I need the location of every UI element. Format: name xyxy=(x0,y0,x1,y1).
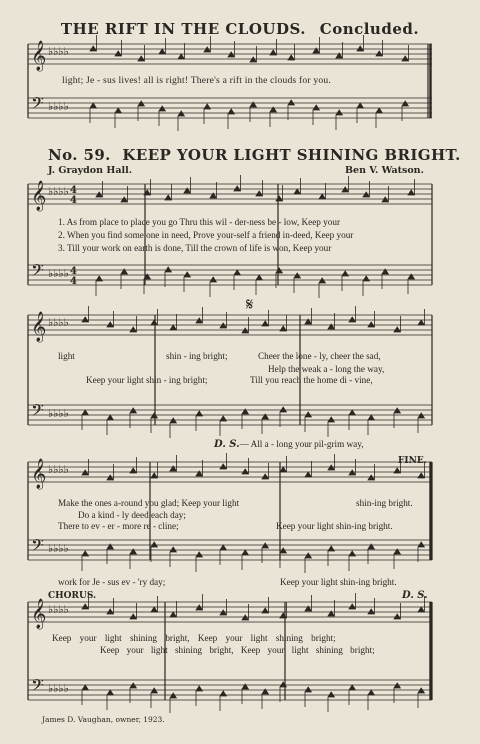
lyric-home-divine: Till you reach the home di - vine, xyxy=(250,375,373,385)
lyric-cheer-lonely: Cheer the lone - ly, cheer the sad, xyxy=(258,351,381,361)
note-head xyxy=(342,271,348,276)
note-head xyxy=(357,46,363,51)
note-head xyxy=(90,46,96,51)
note-head xyxy=(196,552,202,557)
note-head xyxy=(349,685,355,690)
copyright-footer: James D. Vaughan, owner, 1923. xyxy=(42,715,165,724)
svg-text:4: 4 xyxy=(70,266,77,277)
note-head xyxy=(342,187,348,192)
lyricist: J. Graydon Hall. xyxy=(48,165,133,176)
note-head xyxy=(151,688,157,693)
verse-1-line: 1. As from place to place you go Thru this wil - der-ness be - low, Keep your xyxy=(58,217,341,227)
note-head xyxy=(184,272,190,277)
note-head xyxy=(305,553,311,558)
note-head xyxy=(228,52,234,57)
note-head xyxy=(130,468,136,473)
note-head xyxy=(418,688,424,693)
note-head xyxy=(368,475,374,480)
note-head xyxy=(305,687,311,692)
note-head xyxy=(121,197,127,202)
note-head xyxy=(328,465,334,470)
svg-text:♭♭♭♭: ♭♭♭♭ xyxy=(48,185,69,198)
note-head xyxy=(294,189,300,194)
song-number: No. 59. xyxy=(48,146,111,164)
note-head xyxy=(382,197,388,202)
note-head xyxy=(82,685,88,690)
note-head xyxy=(280,548,286,553)
note-head xyxy=(204,47,210,52)
note-head xyxy=(220,416,226,421)
svg-text:𝄢: 𝄢 xyxy=(31,675,44,699)
svg-text:♭♭♭♭: ♭♭♭♭ xyxy=(48,463,69,476)
fine-marker: FINE. xyxy=(398,456,427,466)
note-head xyxy=(151,320,157,325)
note-head xyxy=(242,550,248,555)
note-head xyxy=(170,612,176,617)
note-head xyxy=(418,607,424,612)
note-head xyxy=(408,190,414,195)
lyric-evermore: There to ev - er - more re - cline; xyxy=(58,521,179,531)
svg-text:♭♭♭♭: ♭♭♭♭ xyxy=(48,100,69,113)
chorus-line-2: Keep your light shining bright, Keep your light shining bright; xyxy=(100,645,375,655)
note-head xyxy=(394,614,400,619)
note-head xyxy=(394,683,400,688)
note-head xyxy=(313,105,319,110)
svg-text:𝄞: 𝄞 xyxy=(31,181,47,211)
note-head xyxy=(90,103,96,108)
segno-sign: 𝄋 xyxy=(246,295,254,315)
verse-3-line: 3. Till your work on earth is done, Till the crown of life is won, Keep your xyxy=(58,243,332,253)
note-head xyxy=(196,686,202,691)
note-head xyxy=(349,410,355,415)
note-head xyxy=(107,475,113,480)
note-head xyxy=(363,276,369,281)
note-head xyxy=(204,104,210,109)
svg-text:♭♭♭♭: ♭♭♭♭ xyxy=(48,267,69,280)
chorus-line-1: Keep your light shining bright, Keep your light shining bright; xyxy=(52,633,336,643)
note-head xyxy=(280,407,286,412)
note-head xyxy=(159,106,165,111)
svg-text:♭♭♭♭: ♭♭♭♭ xyxy=(48,407,69,420)
svg-text:4: 4 xyxy=(70,185,77,196)
note-head xyxy=(234,186,240,191)
note-head xyxy=(418,473,424,478)
note-head xyxy=(151,473,157,478)
note-head xyxy=(196,318,202,323)
note-head xyxy=(107,690,113,695)
note-head xyxy=(242,328,248,333)
note-head xyxy=(220,691,226,696)
note-head xyxy=(138,101,144,106)
svg-text:4: 4 xyxy=(70,276,77,287)
note-head xyxy=(165,267,171,272)
svg-text:♭♭♭♭: ♭♭♭♭ xyxy=(48,682,69,695)
note-head xyxy=(228,109,234,114)
note-head xyxy=(418,413,424,418)
note-head xyxy=(368,322,374,327)
note-head xyxy=(394,327,400,332)
note-head xyxy=(305,412,311,417)
composer: Ben V. Watson. xyxy=(345,165,424,176)
note-head xyxy=(170,693,176,698)
note-head xyxy=(376,108,382,113)
note-head xyxy=(328,692,334,697)
note-head xyxy=(242,615,248,620)
svg-text:𝄢: 𝄢 xyxy=(31,400,44,424)
note-head xyxy=(107,415,113,420)
note-head xyxy=(115,51,121,56)
note-head xyxy=(82,410,88,415)
note-head xyxy=(151,413,157,418)
note-head xyxy=(349,317,355,322)
lyric-keep-light: Keep your light shin - ing bright; xyxy=(86,375,208,385)
note-head xyxy=(276,268,282,273)
note-head xyxy=(368,415,374,420)
ds-lyric: — All a - long your pil-grim way, xyxy=(239,439,364,449)
note-head xyxy=(262,321,268,326)
svg-text:♭♭♭♭: ♭♭♭♭ xyxy=(48,603,69,616)
note-head xyxy=(349,470,355,475)
note-head xyxy=(349,604,355,609)
svg-text:𝄢: 𝄢 xyxy=(31,260,44,284)
note-head xyxy=(82,317,88,322)
note-head xyxy=(328,546,334,551)
note-head xyxy=(159,49,165,54)
note-head xyxy=(280,326,286,331)
note-head xyxy=(130,408,136,413)
note-head xyxy=(220,545,226,550)
svg-text:𝄞: 𝄞 xyxy=(31,459,47,489)
note-head xyxy=(196,411,202,416)
lyric-shining-bright-2: shin-ing bright. xyxy=(356,498,413,508)
lyric-help-weak: Help the weak a - long the way, xyxy=(268,364,385,374)
note-head xyxy=(256,191,262,196)
svg-text:♭♭♭♭: ♭♭♭♭ xyxy=(48,542,69,555)
lyric-shining-bright: shin - ing bright; xyxy=(166,351,228,361)
chorus-label: CHORUS. xyxy=(48,591,97,601)
note-head xyxy=(418,542,424,547)
note-head xyxy=(220,464,226,469)
note-head xyxy=(210,277,216,282)
note-head xyxy=(82,551,88,556)
svg-text:♭♭♭♭: ♭♭♭♭ xyxy=(48,45,69,58)
song2-title: KEEP YOUR LIGHT SHINING BRIGHT. xyxy=(122,146,461,164)
svg-text:𝄞: 𝄞 xyxy=(31,41,47,71)
note-head xyxy=(328,417,334,422)
lyric-keep-light-4: Keep your light shin-ing bright. xyxy=(280,577,397,587)
note-head xyxy=(262,608,268,613)
note-head xyxy=(402,101,408,106)
note-head xyxy=(220,610,226,615)
note-head xyxy=(96,192,102,197)
lyric-kindly-deed: Do a kind - ly deed each day; xyxy=(78,510,186,520)
svg-text:𝄢: 𝄢 xyxy=(31,535,44,559)
song1-lyric: light; Je - sus lives! all is right! There's a rift in the clouds for you. xyxy=(62,75,331,86)
note-head xyxy=(151,607,157,612)
note-head xyxy=(242,469,248,474)
note-head xyxy=(234,270,240,275)
note-head xyxy=(394,408,400,413)
note-head xyxy=(170,325,176,330)
note-head xyxy=(262,543,268,548)
note-head xyxy=(262,474,268,479)
note-head xyxy=(276,196,282,201)
ds-line xyxy=(214,440,364,450)
note-head xyxy=(130,614,136,619)
note-head xyxy=(368,690,374,695)
note-head xyxy=(107,609,113,614)
note-head xyxy=(270,50,276,55)
note-head xyxy=(319,278,325,283)
svg-text:4: 4 xyxy=(70,195,77,206)
note-head xyxy=(115,108,121,113)
ds-marker-2: D. S. xyxy=(402,590,428,601)
lyric-work-for-jesus: work for Je - sus ev - 'ry day; xyxy=(58,577,166,587)
song1-status: Concluded. xyxy=(319,20,420,38)
note-head xyxy=(280,467,286,472)
svg-text:𝄢: 𝄢 xyxy=(31,93,44,117)
note-head xyxy=(107,322,113,327)
svg-text:𝄞: 𝄞 xyxy=(31,312,47,342)
note-head xyxy=(349,551,355,556)
note-head xyxy=(178,54,184,59)
note-head xyxy=(336,110,342,115)
lyric-make-ones: Make the ones a-round you glad; Keep your light xyxy=(58,498,240,508)
note-head xyxy=(376,51,382,56)
song-title-concluded xyxy=(0,22,480,37)
note-head xyxy=(363,192,369,197)
note-head xyxy=(165,195,171,200)
note-head xyxy=(394,468,400,473)
lyric-keep-light-3: Keep your light shin-ing bright. xyxy=(276,521,393,531)
note-head xyxy=(96,276,102,281)
note-head xyxy=(178,111,184,116)
note-head xyxy=(130,683,136,688)
note-head xyxy=(319,194,325,199)
song2-heading xyxy=(48,148,461,163)
note-head xyxy=(357,103,363,108)
note-head xyxy=(288,55,294,60)
note-head xyxy=(82,604,88,609)
ds-marker: D. S. xyxy=(214,439,240,450)
note-head xyxy=(170,547,176,552)
svg-text:♭♭♭♭: ♭♭♭♭ xyxy=(48,316,69,329)
note-head xyxy=(130,327,136,332)
verse-2-line: 2. When you find some one in need, Prove your-self a friend in-deed, Keep your xyxy=(58,230,354,240)
note-head xyxy=(82,470,88,475)
note-head xyxy=(250,57,256,62)
song1-title: THE RIFT IN THE CLOUDS. xyxy=(60,20,307,38)
note-head xyxy=(294,273,300,278)
note-head xyxy=(256,275,262,280)
note-head xyxy=(368,609,374,614)
note-head xyxy=(151,542,157,547)
note-head xyxy=(138,56,144,61)
note-head xyxy=(418,320,424,325)
note-head xyxy=(305,472,311,477)
note-head xyxy=(196,605,202,610)
svg-text:𝄞: 𝄞 xyxy=(31,599,47,629)
note-head xyxy=(220,323,226,328)
note-head xyxy=(288,100,294,105)
lyric-light: light xyxy=(58,351,75,361)
note-head xyxy=(170,418,176,423)
note-head xyxy=(402,56,408,61)
